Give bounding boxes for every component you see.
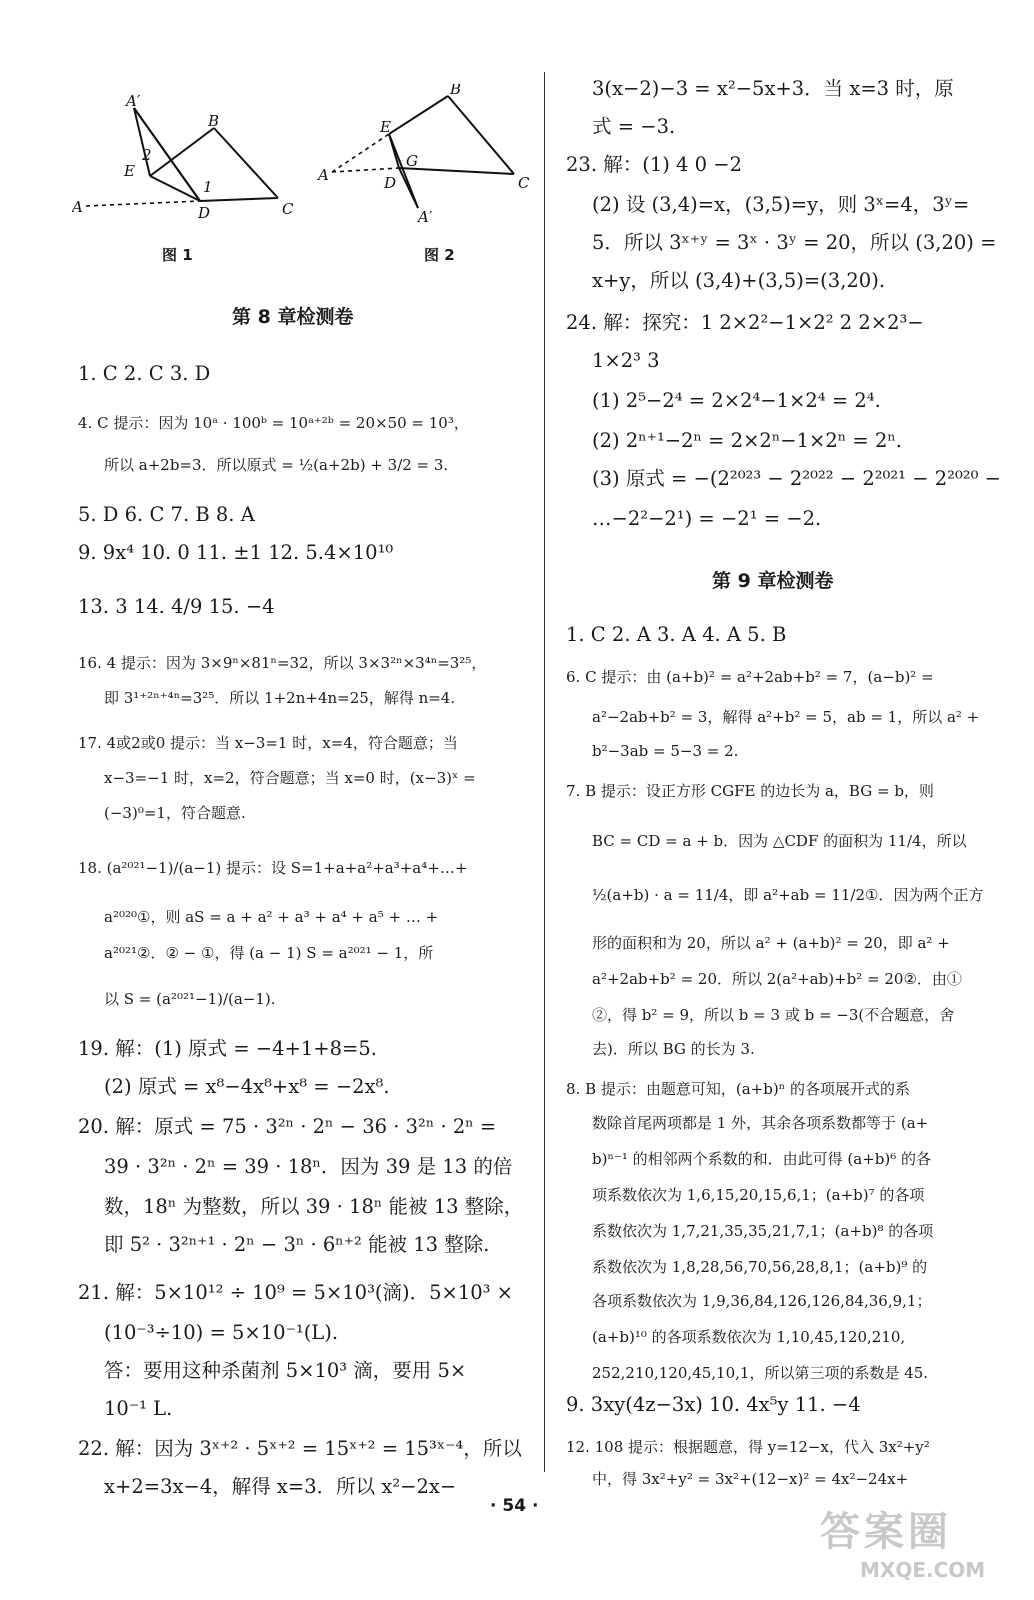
fig1-label: B	[208, 112, 220, 130]
answer-line: a²⁰²¹②．② − ①，得 (a − 1) S = a²⁰²¹ − 1，所	[104, 944, 434, 962]
answer-line: a²−2ab+b² = 3，解得 a²+b² = 5，ab = 1，所以 a² +	[592, 708, 980, 726]
answer-line: 形的面积和为 20，所以 a² + (a+b)² = 20，即 a² +	[592, 934, 950, 952]
watermark-logo	[800, 1500, 1020, 1590]
answer-line: 16. 4 提示：因为 3×9ⁿ×81ⁿ=32，所以 3×3²ⁿ×3⁴ⁿ=3²⁵，	[78, 654, 487, 672]
chapter-8-heading: 第 8 章检测卷	[232, 306, 354, 328]
fig2-label: D	[384, 174, 397, 192]
answer-line: 系数依次为 1,8,28,56,70,56,28,8,1；(a+b)⁹ 的	[592, 1258, 928, 1276]
answer-line: 1×2³ 3	[592, 349, 660, 372]
answer-line: 3(x−2)−3 = x²−5x+3．当 x=3 时，原	[592, 77, 954, 100]
answer-line: 数除首尾两项都是 1 外，其余各项系数都等于 (a+	[592, 1114, 929, 1132]
figure-1-caption: 图 1	[162, 246, 193, 264]
answer-line: 252,210,120,45,10,1，所以第三项的系数是 45.	[592, 1364, 929, 1382]
answer-line: 系数依次为 1,7,21,35,35,21,7,1；(a+b)⁸ 的各项	[592, 1222, 934, 1240]
answer-line: 9. 9x⁴ 10. 0 11. ±1 12. 5.4×10¹⁰	[78, 541, 394, 564]
answer-line: b)ⁿ⁻¹ 的相邻两个系数的和．由此可得 (a+b)⁶ 的各	[592, 1150, 932, 1168]
answer-line: ②，得 b² = 9，所以 b = 3 或 b = −3(不合题意，舍	[592, 1006, 955, 1024]
fig2-label: E	[380, 118, 391, 136]
fig2-label: G	[406, 152, 418, 170]
answer-line: 1. C 2. A 3. A 4. A 5. B	[566, 623, 787, 646]
page-number: · 54 ·	[490, 1496, 539, 1516]
answer-line: 4. C 提示：因为 10ᵃ · 100ᵇ = 10ᵃ⁺²ᵇ = 20×50 = 10³，	[78, 414, 469, 432]
answer-line: 21. 解：5×10¹² ÷ 10⁹ = 5×10³(滴)．5×10³ ×	[78, 1281, 514, 1304]
answer-line: BC = CD = a + b．因为 △CDF 的面积为 11/4，所以	[592, 832, 967, 850]
fig2-label: C	[518, 174, 530, 192]
answer-line: 8. B 提示：由题意可知，(a+b)ⁿ 的各项展开式的系	[566, 1080, 910, 1098]
answer-line: (3) 原式 = −(2²⁰²³ − 2²⁰²² − 2²⁰²¹ − 2²⁰²⁰ −	[592, 467, 1001, 490]
fig1-label: C	[282, 200, 294, 218]
answer-line: a²⁰²⁰①，则 aS = a + a² + a³ + a⁴ + a⁵ + … +	[104, 908, 439, 926]
answer-line: 39 · 3²ⁿ · 2ⁿ = 39 · 18ⁿ．因为 39 是 13 的倍	[104, 1155, 513, 1178]
answer-line: 17. 4或2或0 提示：当 x−3=1 时，x=4，符合题意；当	[78, 734, 458, 752]
answer-line: 12. 108 提示：根据题意，得 y=12−x，代入 3x²+y²	[566, 1438, 930, 1456]
watermark-text: 答案圈	[820, 1509, 952, 1555]
figure-2-caption: 图 2	[424, 246, 455, 264]
watermark-url: MXQE.COM	[860, 1558, 986, 1582]
answer-line: (2) 设 (3,4)=x，(3,5)=y，则 3ˣ=4，3ʸ=	[592, 193, 970, 216]
answer-line: a²+2ab+b² = 20．所以 2(a²+ab)+b² = 20②．由①	[592, 970, 962, 988]
answer-line: b²−3ab = 5−3 = 2.	[592, 742, 739, 760]
answer-line: 各项系数依次为 1,9,36,84,126,126,84,36,9,1；	[592, 1292, 932, 1310]
fig2-label: A′	[418, 208, 433, 226]
answer-line: 7. B 提示：设正方形 CGFE 的边长为 a，BG = b，则	[566, 782, 934, 800]
answer-line: 答：要用这种杀菌剂 5×10³ 滴，要用 5×	[104, 1359, 467, 1382]
answer-line: …−2²−2¹) = −2¹ = −2.	[592, 507, 822, 530]
answer-line: 即 3¹⁺²ⁿ⁺⁴ⁿ=3²⁵．所以 1+2n+4n=25，解得 n=4.	[104, 689, 456, 707]
answer-line: 10⁻¹ L.	[104, 1397, 173, 1420]
answer-line: 式 = −3.	[592, 115, 676, 138]
answer-line: 24. 解：探究：1 2×2²−1×2² 2 2×2³−	[566, 311, 924, 334]
answer-line: (10⁻³÷10) = 5×10⁻¹(L).	[104, 1321, 339, 1344]
answer-line: 13. 3 14. 4/9 15. −4	[78, 595, 275, 618]
answer-line: (−3)⁰=1，符合题意.	[104, 804, 246, 822]
column-divider	[544, 72, 545, 1472]
answer-line: 即 5² · 3²ⁿ⁺¹ · 2ⁿ − 3ⁿ · 6ⁿ⁺² 能被 13 整除.	[104, 1233, 490, 1256]
answer-line: 5. D 6. C 7. B 8. A	[78, 503, 255, 526]
answer-line: 1. C 2. C 3. D	[78, 362, 211, 385]
fig1-label: 1	[203, 178, 213, 196]
answer-line: (1) 2⁵−2⁴ = 2×2⁴−1×2⁴ = 2⁴.	[592, 389, 881, 412]
answer-line: 去)．所以 BG 的长为 3.	[592, 1040, 755, 1058]
fig1-label: A	[72, 198, 83, 216]
figure-1	[72, 84, 302, 234]
answer-line: 数，18ⁿ 为整数，所以 39 · 18ⁿ 能被 13 整除，	[104, 1195, 524, 1218]
answer-line: x+2=3x−4，解得 x=3．所以 x²−2x−	[104, 1475, 457, 1498]
answer-line: 6. C 提示：由 (a+b)² = a²+2ab+b² = 7，(a−b)² =	[566, 668, 934, 686]
answer-line: (2) 2ⁿ⁺¹−2ⁿ = 2×2ⁿ−1×2ⁿ = 2ⁿ.	[592, 429, 902, 452]
answer-line: 19. 解：(1) 原式 = −4+1+8=5.	[78, 1037, 377, 1060]
fig1-label: A′	[126, 92, 141, 110]
fig2-label: B	[450, 84, 462, 98]
answer-line: 20. 解：原式 = 75 · 3²ⁿ · 2ⁿ − 36 · 3²ⁿ · 2ⁿ =	[78, 1115, 497, 1138]
fig1-label: D	[198, 204, 211, 222]
answer-line: 9. 3xy(4z−3x) 10. 4x⁵y 11. −4	[566, 1393, 861, 1416]
chapter-9-heading: 第 9 章检测卷	[712, 570, 834, 592]
fig1-label: 2	[142, 146, 152, 164]
answer-line: x−3=−1 时，x=2，符合题意；当 x=0 时，(x−3)ˣ =	[104, 769, 476, 787]
fig2-label: A	[318, 166, 329, 184]
answer-line: 所以 a+2b=3．所以原式 = ½(a+2b) + 3/2 = 3.	[104, 456, 449, 474]
fig1-label: E	[124, 162, 135, 180]
answer-line: ½(a+b) · a = 11/4，即 a²+ab = 11/2①．因为两个正方	[592, 886, 984, 904]
answer-line: 18. (a²⁰²¹−1)/(a−1) 提示：设 S=1+a+a²+a³+a⁴+…+	[78, 859, 468, 877]
answer-line: 中，得 3x²+y² = 3x²+(12−x)² = 4x²−24x+	[592, 1470, 909, 1488]
answer-line: (a+b)¹⁰ 的各项系数依次为 1,10,45,120,210,	[592, 1328, 906, 1346]
answer-line: 23. 解：(1) 4 0 −2	[566, 153, 742, 176]
answer-line: (2) 原式 = x⁸−4x⁸+x⁸ = −2x⁸.	[104, 1075, 390, 1098]
answer-line: 项系数依次为 1,6,15,20,15,6,1；(a+b)⁷ 的各项	[592, 1186, 925, 1204]
answer-line: 5．所以 3ˣ⁺ʸ = 3ˣ · 3ʸ = 20，所以 (3,20) =	[592, 231, 997, 254]
answer-line: x+y，所以 (3,4)+(3,5)=(3,20).	[592, 269, 886, 292]
answer-line: 以 S = (a²⁰²¹−1)/(a−1).	[104, 990, 276, 1008]
figure-2	[314, 84, 544, 234]
answer-line: 22. 解：因为 3ˣ⁺² · 5ˣ⁺² = 15ˣ⁺² = 15³ˣ⁻⁴，所以	[78, 1437, 522, 1460]
